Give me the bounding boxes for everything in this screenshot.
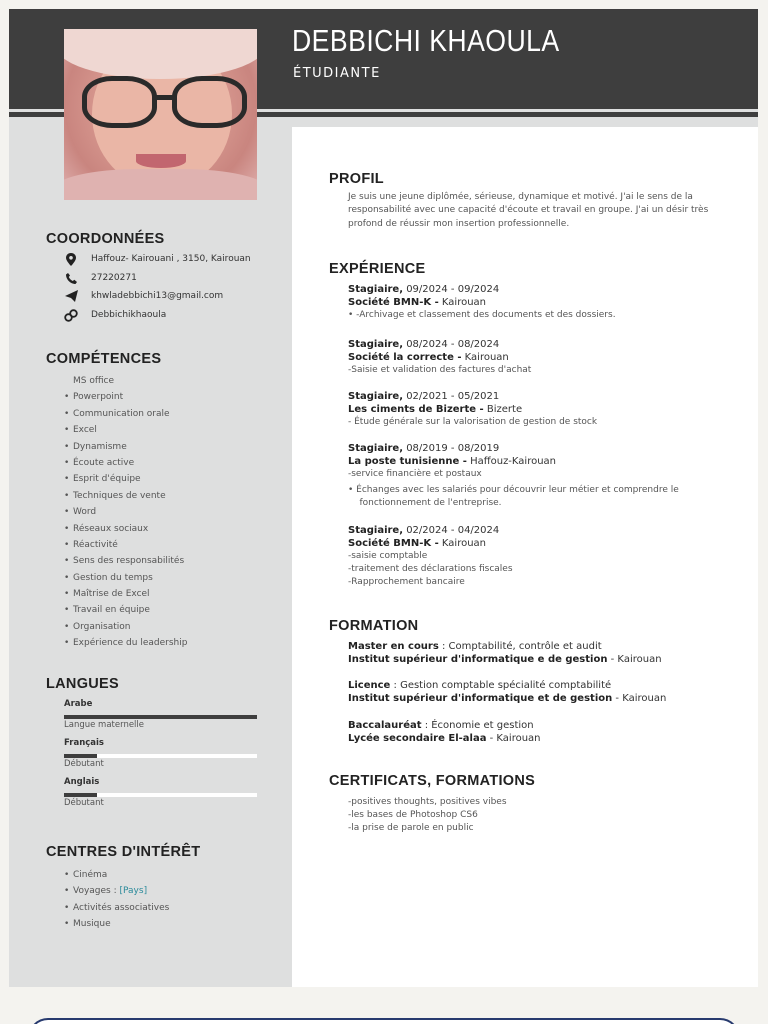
experience-title: EXPÉRIENCE <box>329 261 426 277</box>
certificats-list <box>348 796 748 835</box>
experience-item: Stagiaire, 08/2024 - 08/2024 Société la correcte - Kairouan -Saisie et validation des factures d'achat <box>348 339 532 375</box>
candidate-name: DEBBICHI KHAOULA <box>292 23 560 58</box>
language-name-arabic: Arabe <box>64 699 93 709</box>
skill-item: MS office <box>73 376 115 386</box>
language-level-french: Débutant <box>64 759 104 769</box>
skill-item: • Esprit d'équipe <box>64 474 141 485</box>
formation-item: Master en cours : Comptabilité, contrôle et audit Institut supérieur d'informatique e de gestion - Kairouan <box>348 641 662 665</box>
experience-item: Stagiaire, 02/2024 - 04/2024 Société BMN-K - Kairouan -saisie comptable -traitement des déclarations fiscales -Rapprochement bancaire <box>348 525 513 587</box>
contact-title: COORDONNÉES <box>46 231 165 247</box>
skill-item: • Powerpoint <box>64 392 124 403</box>
interest-item: • Musique <box>64 918 111 929</box>
certificat-item: -les bases de Photoshop CS6 <box>348 810 478 820</box>
formation-title: FORMATION <box>329 618 419 634</box>
candidate-role: ÉTUDIANTE <box>293 66 381 81</box>
contact-email-text[interactable]: khwladebbichi13@gmail.com <box>91 291 224 301</box>
skills-list <box>64 375 284 654</box>
skill-item: • Organisation <box>64 621 131 632</box>
interest-item: • Cinéma <box>64 870 108 880</box>
phone-icon <box>64 272 78 286</box>
language-name-french: Français <box>64 738 104 748</box>
certificat-item: -la prise de parole en public <box>348 823 474 833</box>
skill-item: • Sens des responsabilités <box>64 556 185 567</box>
paper-plane-icon <box>64 290 78 304</box>
contact-address <box>64 253 284 269</box>
language-name-english: Anglais <box>64 777 100 787</box>
certificat-item: -positives thoughts, positives vibes <box>348 797 507 807</box>
skills-title: COMPÉTENCES <box>46 351 162 367</box>
formation-item: Baccalauréat : Économie et gestion Lycée secondaire El-alaa - Kairouan <box>348 720 541 744</box>
link-icon <box>64 309 78 323</box>
interest-item: • Voyages : [Pays] <box>64 886 148 897</box>
location-pin-icon <box>64 253 78 267</box>
profile-photo <box>64 29 257 200</box>
skill-item: • Excel <box>64 425 97 436</box>
language-level-arabic: Langue maternelle <box>64 720 145 730</box>
language-bar-english <box>64 793 257 797</box>
experience-item: Stagiaire, 02/2021 - 05/2021 Les ciments de Bizerte - Bizerte - Étude générale sur la valorisation de gestion de stock <box>348 391 598 427</box>
contact-email <box>64 290 284 306</box>
interests-list <box>64 870 169 935</box>
skill-item: • Dynamisme <box>64 441 127 452</box>
skill-item: • Techniques de vente <box>64 490 166 501</box>
certificats-title: CERTIFICATS, FORMATIONS <box>329 773 536 789</box>
profil-title: PROFIL <box>329 171 384 187</box>
interest-item: • Activités associatives <box>64 902 170 913</box>
skill-item: • Maîtrise de Excel <box>64 589 150 600</box>
skill-item: • Écoute active <box>64 457 135 468</box>
skill-item: • Travail en équipe <box>64 605 150 616</box>
main-column <box>292 127 758 987</box>
experience-item: Stagiaire, 08/2019 - 08/2019 La poste tunisienne - Haffouz-Kairouan -service financière et postaux • Échanges avec les salariés pour découvrir leur métier et comprendre le fonctionnement de l'entreprise. <box>348 443 679 508</box>
contact-phone <box>64 272 284 288</box>
contact-link <box>64 309 284 325</box>
skill-item: • Expérience du leadership <box>64 638 188 649</box>
contact-phone-text: 27220271 <box>91 273 137 283</box>
language-bar-french <box>64 754 257 758</box>
skill-item: • Communication orale <box>64 408 170 419</box>
language-bar-arabic <box>64 715 257 719</box>
skill-item: • Réseaux sociaux <box>64 523 149 534</box>
contact-link-text[interactable]: Debbichikhaoula <box>91 310 167 320</box>
profil-text: Je suis une jeune diplômée, sérieuse, dynamique et motivé. J'ai le sens de la responsabilité avec une capacité d'écoute et travail en groupe. J'ai un désir très profond de réussir mon insertion professionnelle. <box>348 192 709 229</box>
resume-page <box>9 9 758 987</box>
formation-item: Licence : Gestion comptable spécialité comptabilité Institut supérieur d'informatique et de gestion - Kairouan <box>348 680 667 704</box>
skill-item: • Gestion du temps <box>64 572 153 583</box>
experience-item: Stagiaire, 09/2024 - 09/2024 Société BMN-K - Kairouan • -Archivage et classement des documents et des dossiers. <box>348 284 616 320</box>
contact-address-text: Haffouz- Kairouani , 3150, Kairouan <box>91 254 251 264</box>
language-level-english: Débutant <box>64 798 104 808</box>
languages-title: LANGUES <box>46 676 119 692</box>
skill-item: • Word <box>64 507 97 518</box>
bottom-card-edge <box>28 1018 740 1024</box>
skill-item: • Réactivité <box>64 539 118 550</box>
interests-title: CENTRES D'INTÉRÊT <box>46 844 201 860</box>
